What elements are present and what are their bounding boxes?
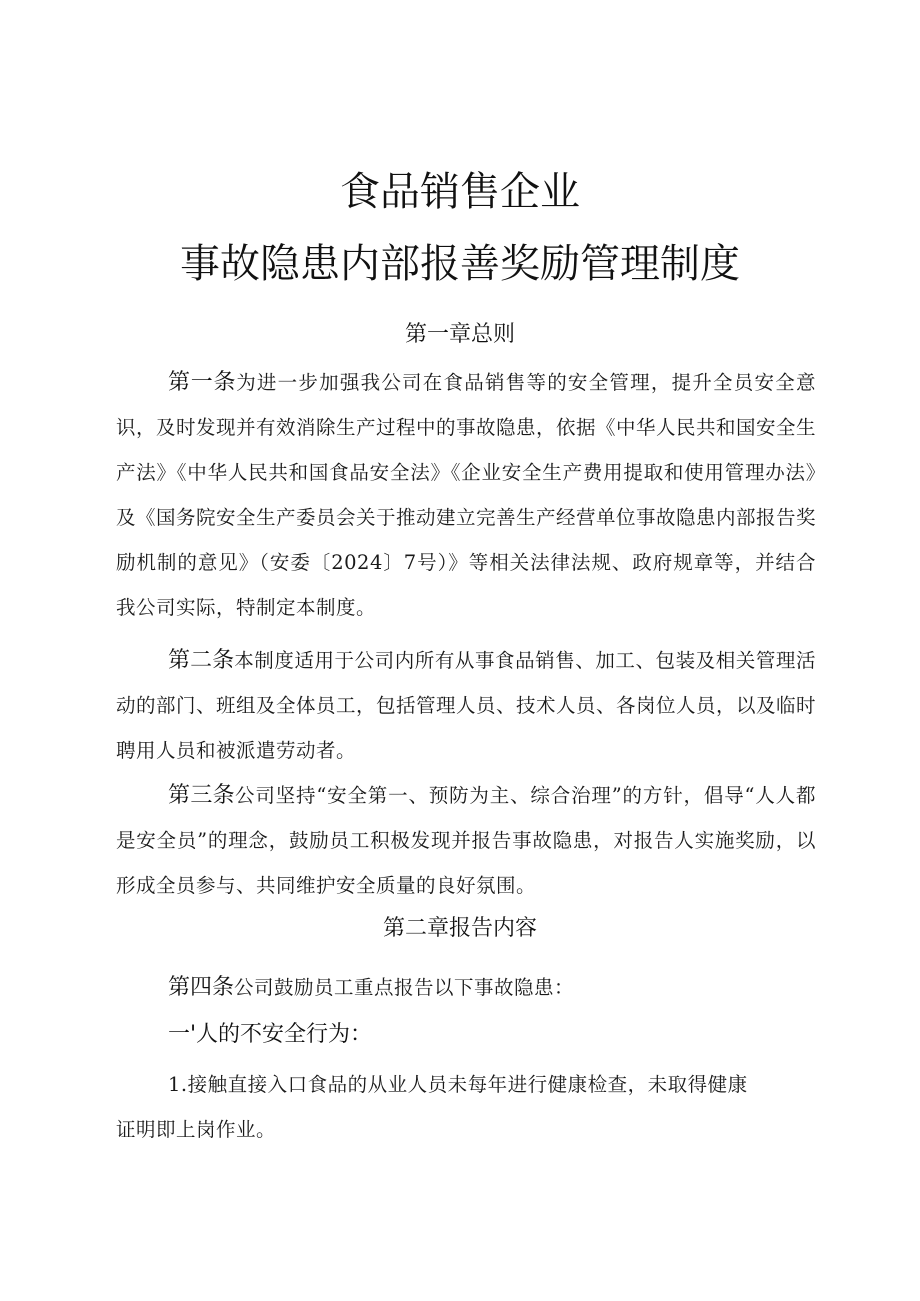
article-text: 公司鼓励员工重点报告以下事故隐患： — [234, 976, 575, 999]
document-title-line1: 食品销售企业 — [340, 169, 580, 215]
article-label: 第一条 — [168, 370, 237, 395]
subsection-heading: 一'人的不安全行为： — [168, 1022, 373, 1047]
chapter-heading-1: 第一章总则 — [404, 322, 515, 347]
article-label: 第二条 — [168, 648, 235, 673]
article-4 — [116, 965, 816, 1010]
article-label: 第四条 — [168, 975, 235, 1000]
article-text: 为进一步加强我公司在食品销售等的安全管理，提升全员安全意识，及时发现并有效消除生产过程中的事故隐患，依据《中华人民共和国安全生产法》《中华人民共和国食品安全法》《企业安全生产费用提取和使用管理办法》及《国务院安全生产委员会关于推动建立完善生产经营单位事故隐患内部报告奖励机制的意见》（安委〔2024〕7号）》等相关法律法规、政府规章等，并结合我公司实际，特制定本制度。 — [116, 371, 817, 619]
list-item: 1.接触直接入口食品的从业人员未每年进行健康检查，未取得健康证明即上岗作业。 — [116, 1073, 748, 1141]
article-text: 本制度适用于公司内所有从事食品销售、加工、包装及相关管理活动的部门、班组及全体员工，包括管理人员、技术人员、各岗位人员，以及临时聘用人员和被派遣劳动者。 — [116, 649, 817, 762]
article-2 — [116, 638, 816, 773]
article-label: 第三条 — [168, 783, 235, 808]
article-3 — [116, 773, 816, 908]
article-text: 公司坚持“安全第一、预防为主、综合治理”的方针，倡导“人人都是安全员”的理念，鼓励员工积极发现并报告事故隐患，对报告人实施奖励，以形成全员参与、共同维护安全质量的良好氛围。 — [116, 784, 816, 897]
chapter-heading-2: 第二章报告内容 — [382, 916, 537, 941]
document-title-line2: 事故隐患内部报善奖励管理制度 — [180, 241, 740, 287]
article-1 — [116, 360, 816, 630]
